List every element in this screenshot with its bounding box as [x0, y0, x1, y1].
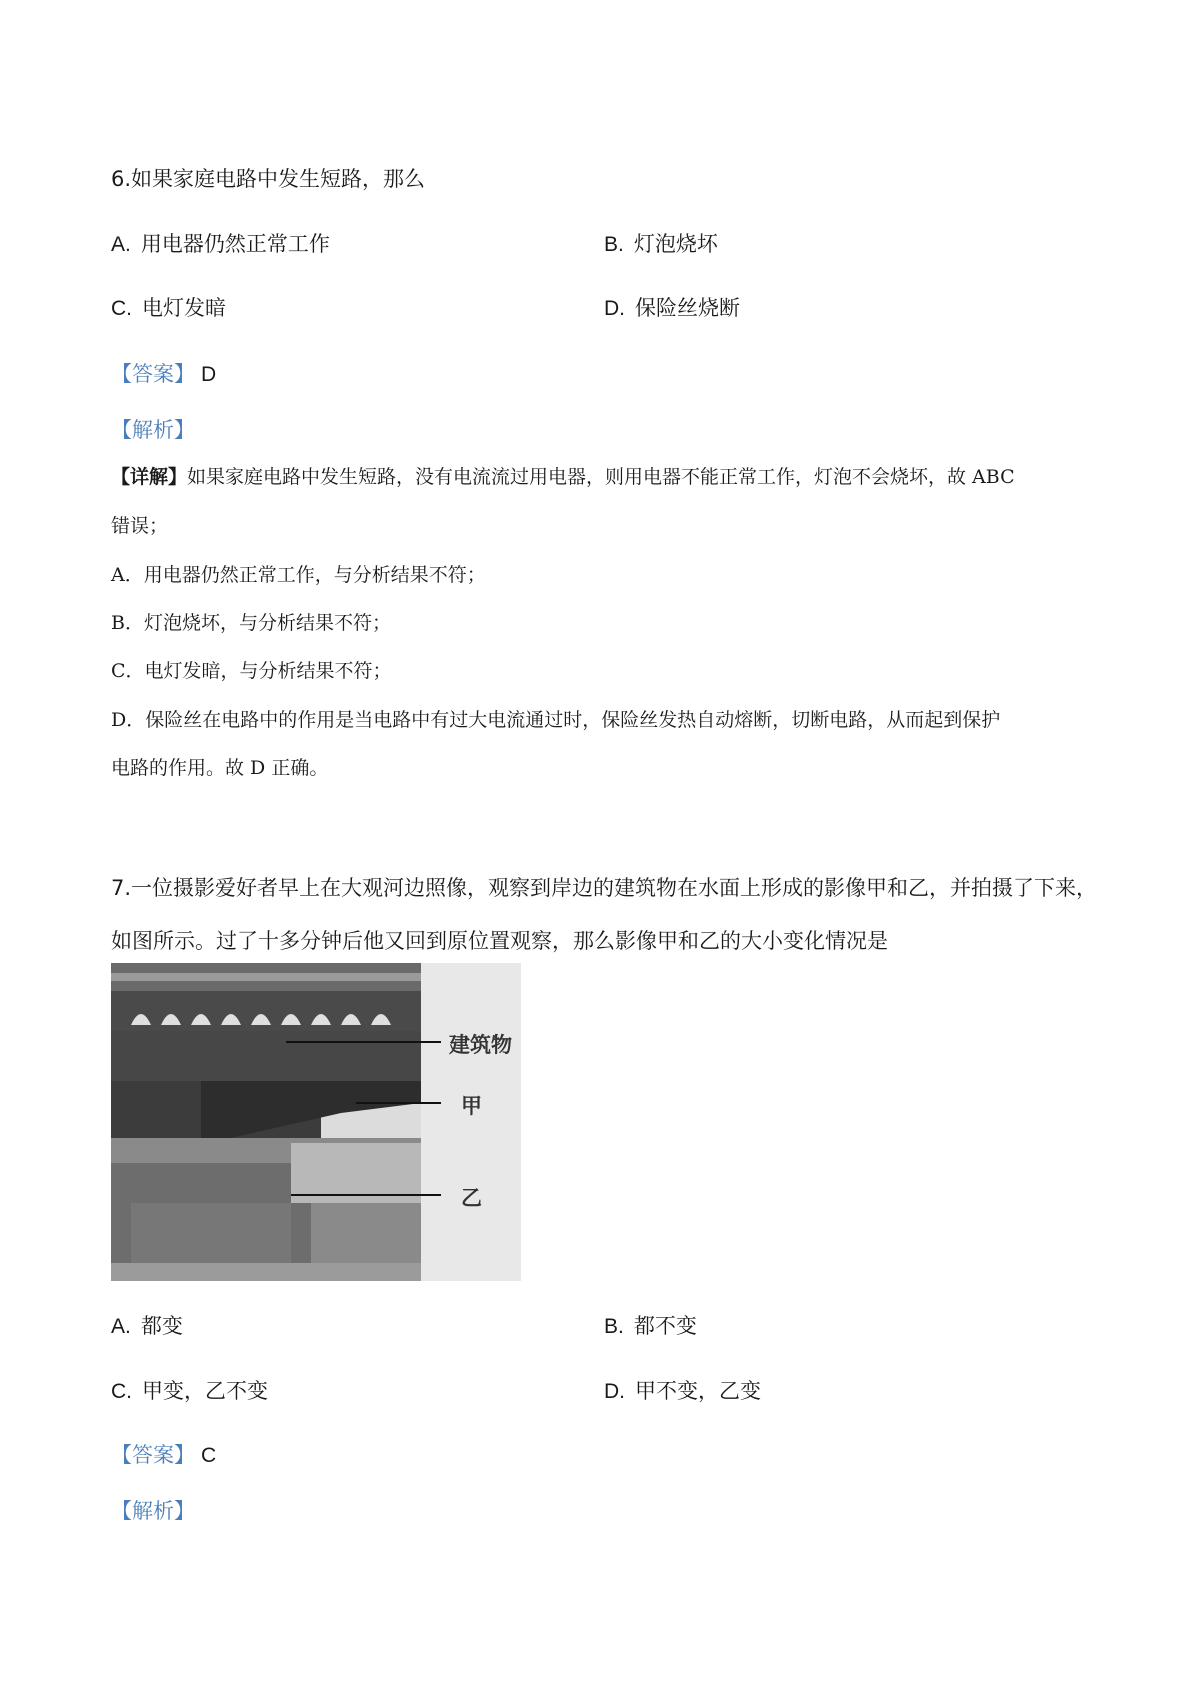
option-label: C.	[111, 297, 132, 320]
q7-option-c	[111, 1375, 268, 1405]
q7-answer	[111, 1439, 216, 1469]
answer-tag: 【答案】	[111, 1443, 195, 1467]
question-6-stem: 6.如果家庭电路中发生短路，那么	[111, 167, 426, 191]
option-text: 甲变，乙不变	[142, 1379, 268, 1403]
option-label: B.	[604, 1315, 624, 1338]
option-label: A.	[111, 233, 131, 256]
q6-option-c	[111, 292, 226, 322]
answer-value: C	[201, 1444, 217, 1467]
answer-value: D	[201, 363, 217, 386]
q7-option-d	[604, 1375, 761, 1405]
q6-option-b	[604, 228, 718, 258]
q6-option-d	[604, 292, 740, 322]
q6-analysis-tag: 【解析】	[111, 418, 195, 442]
q6-explain-b: B．灯泡烧坏，与分析结果不符；	[111, 612, 391, 634]
label-jia: 甲	[461, 1094, 482, 1118]
option-text: 保险丝烧断	[635, 296, 740, 320]
option-label: D.	[604, 1380, 625, 1403]
q6-explain-d-cont: 电路的作用。故 D 正确。	[111, 757, 329, 779]
answer-tag: 【答案】	[111, 362, 195, 386]
label-yi: 乙	[461, 1186, 482, 1210]
option-text: 都不变	[633, 1314, 697, 1338]
option-text: 电灯发暗	[142, 296, 226, 320]
option-text: 灯泡烧坏	[633, 232, 718, 256]
q6-option-a	[111, 228, 330, 258]
q6-detail-line-2: 错误；	[111, 515, 169, 537]
question-7-stem-line-2: 如图所示。过了十多分钟后他又回到原位置观察，那么影像甲和乙的大小变化情况是	[111, 929, 888, 953]
q6-explain-d: D．保险丝在电路中的作用是当电路中有过大电流通过时，保险丝发热自动熔断，切断电路，从而起到保护	[111, 709, 1001, 731]
option-text: 甲不变，乙变	[635, 1379, 761, 1403]
detail-tag: 【详解】	[111, 466, 188, 488]
option-label: D.	[604, 297, 625, 320]
q6-detail-line-1	[111, 462, 1015, 489]
option-label: C.	[111, 1380, 132, 1403]
question-7-stem-line-1: 7.一位摄影爱好者早上在大观河边照像，观察到岸边的建筑物在水面上形成的影像甲和乙，并拍摄了下来，	[111, 876, 1098, 900]
option-text: 都变	[140, 1314, 183, 1338]
q6-explain-c: C．电灯发暗，与分析结果不符；	[111, 660, 392, 682]
option-text: 用电器仍然正常工作	[140, 232, 330, 256]
q6-answer	[111, 358, 216, 388]
q7-analysis-tag: 【解析】	[111, 1499, 195, 1523]
label-building: 建筑物	[449, 1033, 512, 1057]
detail-text: 如果家庭电路中发生短路，没有电流流过用电器，则用电器不能正常工作，灯泡不会烧坏，故 ABC	[187, 466, 1015, 488]
reflection-photo-drawing	[111, 963, 521, 1281]
option-label: A.	[111, 1315, 131, 1338]
q7-option-a	[111, 1310, 183, 1340]
reflection-photo	[111, 963, 521, 1281]
option-label: B.	[604, 233, 624, 256]
q6-explain-a: A．用电器仍然正常工作，与分析结果不符；	[111, 564, 486, 586]
q7-option-b	[604, 1310, 697, 1340]
